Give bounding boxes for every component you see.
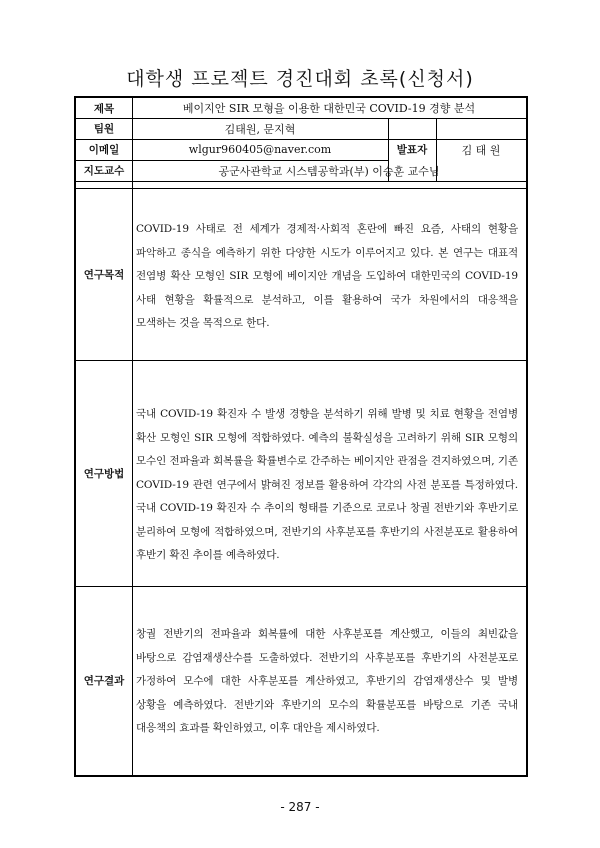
advisor-value: 공군사관학교 시스템공학과(부) 이승훈 교수님 bbox=[218, 164, 440, 178]
advisor-label: 지도교수 bbox=[83, 165, 125, 177]
presenter-value: 김 태 원 bbox=[461, 143, 501, 157]
method-text: 국내 COVID-19 확진자 수 발생 경향을 분석하기 위해 발병 및 치료 현황을 전염병 확산 모형인 SIR 모형에 적합하였다. 예측의 불확실성을 고려하기 위해 SIR 모형의 모수인 전파율과 회복률을 확률변수로 간주하는 베이지안 관점을 견지하였으며, 기존 COVID-19 관련 연구에서 밝혀진 정보를 활용하여 각각의 사전 분포를 특정하였다. 국내 COVID-19 확진자 수 추이의 형태를 기준으로 코로나 창궐 전반기와 후반기로 분리하여 모형에 적합하였으며, 전반기의 사후분포를 후반기의 사전분포로 활용하여 후반기 확진 추이를 예측하였다. bbox=[136, 408, 518, 561]
page-number: - 287 - bbox=[280, 800, 320, 814]
purpose-label: 연구목적 bbox=[83, 268, 125, 281]
subject-label: 제목 bbox=[93, 102, 115, 115]
email-label: 이메일 bbox=[88, 144, 120, 156]
result-text: 창궐 전반기의 전파율과 회복률에 대한 사후분포를 계산했고, 이들의 최빈값을 바탕으로 감염재생산수를 도출하였다. 전반기의 사후분포를 후반기의 사전분포로 가정하여 모수에 대한 사후분포를 계산하였고, 후반기의 감염재생산수 및 발병 상황을 예측하였다. 전반기와 후반기의 모수의 확률분포를 바탕으로 기존 국내 대응책의 효과를 확인하였고, 이후 대안을 제시하였다. bbox=[136, 628, 518, 734]
subject-value: 베이지안 SIR 모형을 이용한 대한민국 COVID-19 경향 분석 bbox=[182, 102, 476, 115]
team-label: 팀원 bbox=[93, 123, 115, 135]
purpose-text: COVID-19 사태로 전 세계가 경제적·사회적 혼란에 빠진 요즘, 사태의 현황을 파악하고 종식을 예측하기 위한 다양한 시도가 이루어지고 있다. 본 연구는 대표적 전염병 확산 모형인 SIR 모형에 베이지안 개념을 도입하여 대한민국의 COVID-19 사태 현황을 확률적으로 분석하고, 이를 활용하여 국가 차원에서의 대응책을 모색하는 것을 목적으로 한다. bbox=[136, 223, 518, 329]
result-label: 연구결과 bbox=[83, 675, 125, 687]
abstract-form-table bbox=[74, 96, 528, 777]
email-value: wlgur960405@naver.com bbox=[188, 143, 332, 156]
page-title: 대학생 프로젝트 경진대회 초록(신청서) bbox=[126, 68, 474, 90]
method-label: 연구방법 bbox=[83, 467, 125, 480]
presenter-label: 발표자 bbox=[396, 144, 428, 156]
team-value: 김태원, 문지혁 bbox=[224, 122, 296, 136]
